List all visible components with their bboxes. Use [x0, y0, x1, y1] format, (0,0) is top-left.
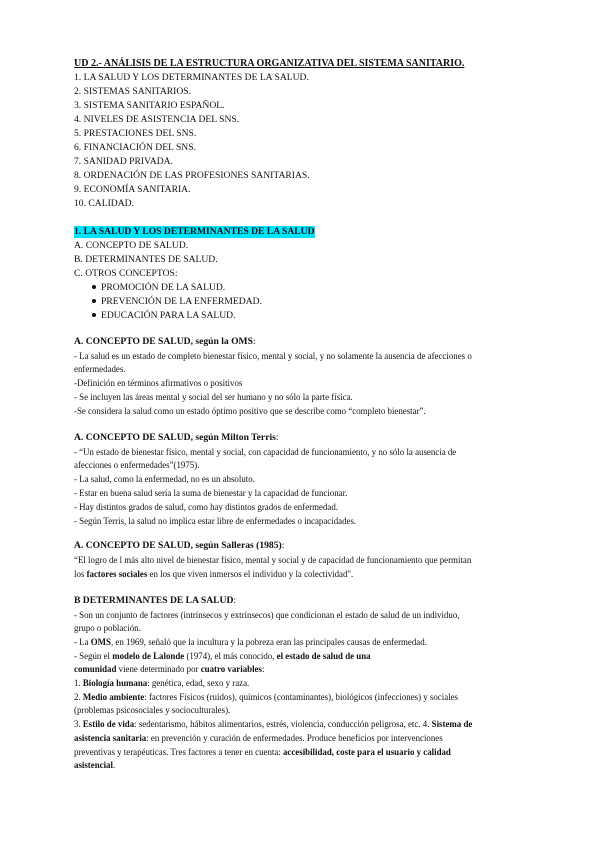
terris-line: - “Un estado de bienestar físico, mental y social, con capacidad de funcionamiento, y no sólo la ausencia de	[74, 447, 457, 457]
section1-item-c: C. OTROS CONCEPTOS:	[74, 268, 178, 279]
determinantes-line: - La OMS, en 1969, señaló que la incultura y la pobreza eran las principales causas de enfermedad.	[74, 637, 427, 647]
bullet-item: PREVENCIÓN DE LA ENFERMEDAD.	[92, 296, 262, 308]
toc-item-6: 6. FINANCIACIÓN DEL SNS.	[74, 142, 196, 153]
terris-line: - Estar en buena salud sería la suma de bienestar y la capacidad de funcionar.	[74, 488, 348, 498]
bullet-dot-icon	[92, 285, 96, 289]
toc-item-7: 7. SANIDAD PRIVADA.	[74, 156, 173, 167]
section-heading-1: 1. LA SALUD Y LOS DETERMINANTES DE LA SALUD	[74, 226, 315, 237]
section1-item-a: A. CONCEPTO DE SALUD.	[74, 240, 189, 251]
document-title: UD 2.- ANÁLISIS DE LA ESTRUCTURA ORGANIZATIVA DEL SISTEMA SANITARIO.	[74, 58, 465, 69]
terris-line: - La salud, como la enfermedad, no es un absoluto.	[74, 474, 255, 484]
salleras-heading: A. CONCEPTO DE SALUD, según Salleras (1985):	[74, 540, 285, 551]
determinantes-line: - Son un conjunto de factores (intrínsecos y extrínsecos) que condicionan el estado de salud de un individuo,	[74, 610, 460, 620]
toc-item-10: 10. CALIDAD.	[74, 198, 134, 209]
variable-sistema-asistencia-cont: preventivas y terapéuticas. Tres factores a tener en cuenta: accesibilidad, coste para el usuario y calidad	[74, 747, 451, 757]
terris-heading: A. CONCEPTO DE SALUD, según Milton Terris:	[74, 432, 279, 443]
toc-item-9: 9. ECONOMÍA SANITARIA.	[74, 184, 191, 195]
terris-line: - Según Terris, la salud no implica estar libre de enfermedades o incapacidades.	[74, 516, 357, 526]
determinantes-heading: B DETERMINANTES DE LA SALUD:	[74, 595, 237, 606]
oms-line: - La salud es un estado de completo bienestar físico, mental y social, y no solamente la ausencia de afecciones o	[74, 351, 472, 361]
determinantes-line: - Según el modelo de Lalonde (1974), el más conocido, el estado de salud de una	[74, 651, 371, 661]
section1-item-b: B. DETERMINANTES DE SALUD.	[74, 254, 218, 265]
variable-sistema-asistencia-end: asistencial.	[74, 760, 116, 770]
oms-line: -Definición en términos afirmativos o positivos	[74, 378, 243, 388]
oms-line: -Se considera la salud como un estado óptimo positivo que se describe como “completo bienestar”.	[74, 406, 426, 416]
oms-line: - Se incluyen las áreas mental y social del ser humano y no sólo la parte física.	[74, 392, 353, 402]
bullet-dot-icon	[92, 299, 96, 303]
toc-item-1: 1. LA SALUD Y LOS DETERMINANTES DE LA SALUD.	[74, 72, 309, 83]
oms-heading: A. CONCEPTO DE SALUD, según la OMS:	[74, 336, 256, 347]
variable-medio-ambiente-cont: (problemas psicosociales y socioculturales).	[74, 705, 231, 715]
terris-line: afecciones o enfermedades”(1975).	[74, 460, 200, 470]
determinantes-line: grupo o población.	[74, 623, 141, 633]
toc-item-4: 4. NIVELES DE ASISTENCIA DEL SNS.	[74, 114, 240, 125]
oms-line: enfermedades.	[74, 364, 126, 374]
variable-medio-ambiente: 2. Medio ambiente: factores Físicos (ruidos), químicos (contaminantes), biológicos (infecciones) y sociales	[74, 692, 459, 702]
bullet-item: EDUCACIÓN PARA LA SALUD.	[92, 310, 236, 322]
variable-estilo-vida: 3. Estilo de vida: sedentarismo, hábitos alimentarios, estrés, violencia, conducción peligrosa, etc. 4. Sistema de	[74, 719, 473, 729]
toc-item-3: 3. SISTEMA SANITARIO ESPAÑOL.	[74, 100, 225, 111]
toc-item-8: 8. ORDENACIÓN DE LAS PROFESIONES SANITARIAS.	[74, 170, 310, 181]
terris-line: - Hay distintos grados de salud, como hay distintos grados de enfermedad.	[74, 502, 338, 512]
salleras-line: “El logro de l más alto nivel de bienestar físico, mental y social y de capacidad de funcionamiento que permitan	[74, 555, 472, 565]
toc-item-5: 5. PRESTACIONES DEL SNS.	[74, 128, 197, 139]
toc-item-2: 2. SISTEMAS SANITARIOS.	[74, 86, 192, 97]
salleras-line: los factores sociales en los que viven inmersos el individuo y la colectividad".	[74, 569, 354, 579]
bullet-item: PROMOCIÓN DE LA SALUD.	[92, 282, 225, 294]
bullet-dot-icon	[92, 313, 96, 317]
variable-sistema-asistencia: asistencia sanitaria: en prevención y curación de enfermedades. Produce beneficios por intervenciones	[74, 733, 443, 743]
determinantes-line: comunidad viene determinado por cuatro variables:	[74, 664, 265, 674]
variable-biologia: 1. Biología humana: genética, edad, sexo y raza.	[74, 678, 250, 688]
